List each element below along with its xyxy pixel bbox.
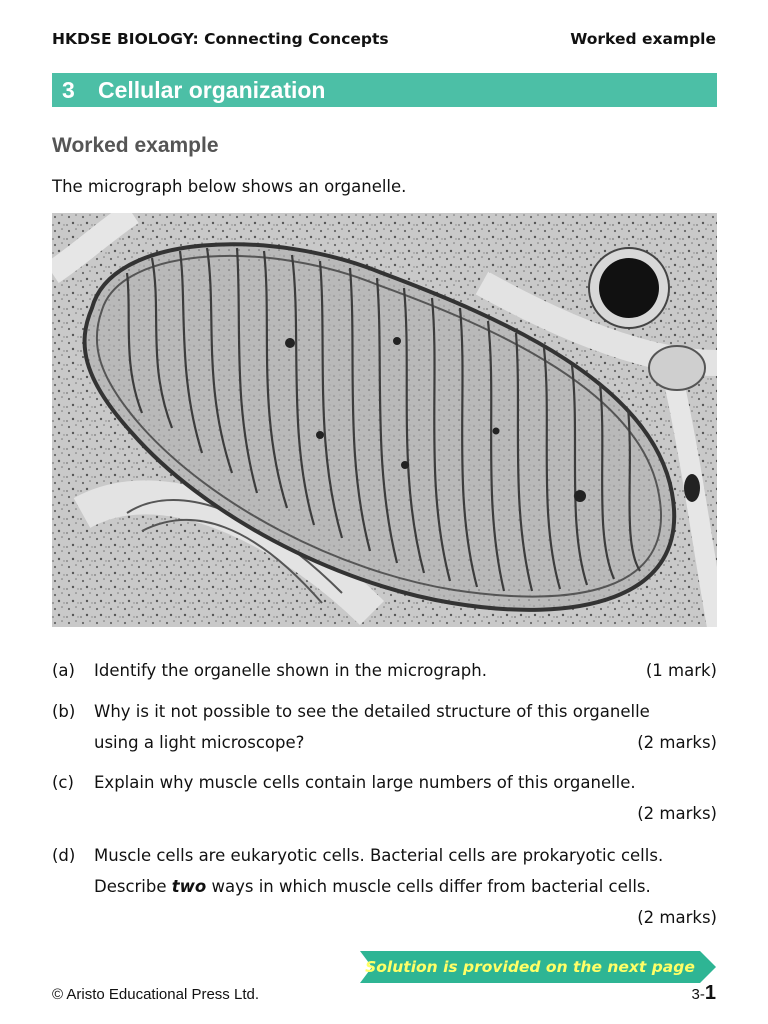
question-label: (c)	[52, 773, 74, 792]
question-text: Explain why muscle cells contain large numbers of this organelle.	[94, 773, 636, 792]
question-text: Identify the organelle shown in the micrograph.	[94, 661, 487, 680]
running-header-title: HKDSE BIOLOGY: Connecting Concepts	[52, 30, 389, 48]
page-number: 3-1	[691, 982, 716, 1004]
question-label: (d)	[52, 846, 76, 865]
question-text: using a light microscope?	[94, 733, 305, 752]
emphasis-two: two	[171, 877, 207, 896]
solution-banner[interactable]	[360, 951, 716, 983]
question-marks: (1 mark)	[645, 661, 717, 680]
question-marks: (2 marks)	[637, 908, 717, 927]
question-text: Describe two ways in which muscle cells differ from bacterial cells.	[94, 877, 651, 896]
chapter-number: 3	[62, 76, 75, 103]
running-header-section: Worked example	[570, 30, 716, 48]
question-text: Muscle cells are eukaryotic cells. Bacterial cells are prokaryotic cells.	[94, 846, 664, 865]
copyright: © Aristo Educational Press Ltd.	[52, 986, 259, 1003]
question-marks: (2 marks)	[637, 804, 717, 823]
chapter-bar	[52, 73, 717, 107]
question-label: (b)	[52, 702, 76, 721]
question-text: Why is it not possible to see the detailed structure of this organelle	[94, 702, 650, 721]
solution-banner-text: Solution is provided on the next page	[365, 958, 695, 976]
question-marks: (2 marks)	[637, 733, 717, 752]
chapter-title: Cellular organization	[98, 76, 326, 103]
mitochondrion-micrograph	[52, 213, 717, 627]
intro-text: The micrograph below shows an organelle.	[52, 177, 407, 196]
question-label: (a)	[52, 661, 75, 680]
section-title: Worked example	[52, 134, 219, 157]
